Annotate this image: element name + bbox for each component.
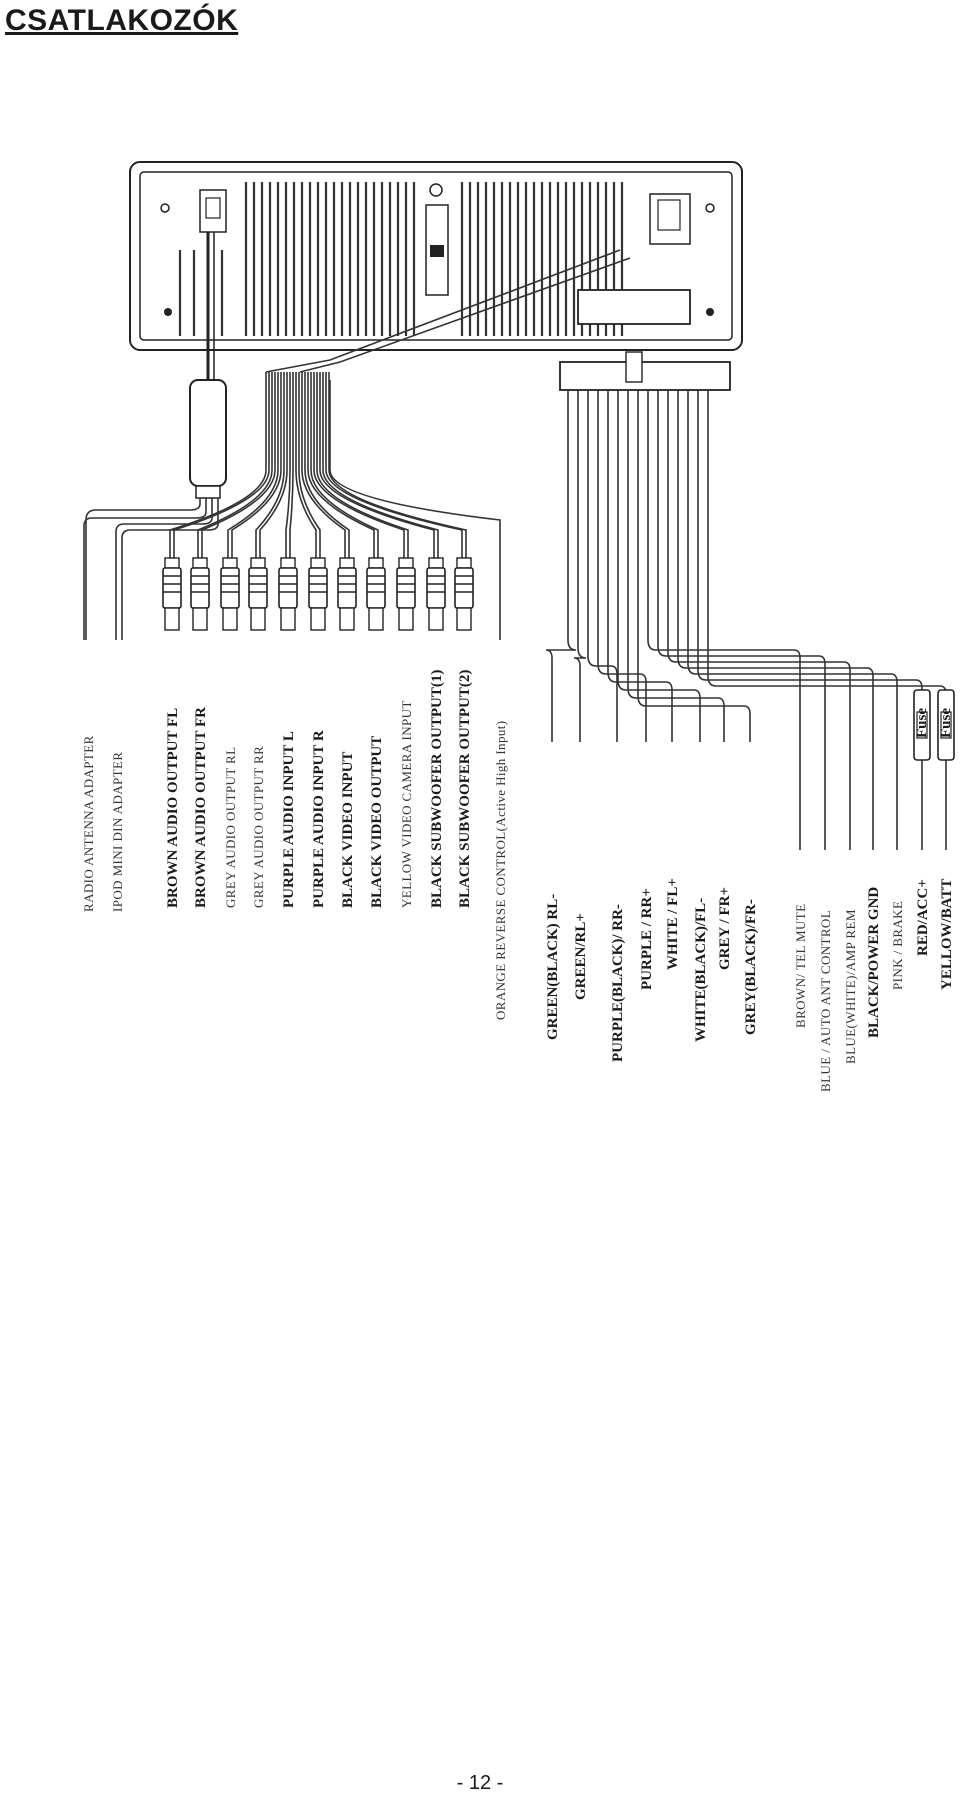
rca-plug bbox=[249, 558, 267, 630]
rca-plug bbox=[191, 558, 209, 630]
rca-label: BROWN AUDIO OUTPUT FR bbox=[193, 707, 209, 908]
page-title: CSATLAKOZÓK bbox=[5, 4, 239, 37]
fuse bbox=[938, 690, 954, 760]
rca-plug bbox=[455, 558, 473, 630]
iso-wire-labels bbox=[545, 878, 955, 1092]
rca-plug bbox=[427, 558, 445, 630]
rca-label: BLACK VIDEO OUTPUT bbox=[369, 735, 385, 908]
rca-plug bbox=[221, 558, 239, 630]
iso-wire-label: GREEN/RL+ bbox=[573, 913, 589, 1000]
iso-wire-label: WHITE(BLACK)/FL- bbox=[693, 897, 709, 1042]
rca-plug bbox=[367, 558, 385, 630]
iso-wire-label: GREEN(BLACK) RL- bbox=[545, 893, 561, 1040]
rca-label: BLACK VIDEO INPUT bbox=[340, 751, 356, 908]
rca-label: YELLOW VIDEO CAMERA INPUT bbox=[399, 700, 414, 908]
rca-label: BLACK SUBWOOFER OUTPUT(1) bbox=[429, 669, 445, 908]
iso-wire-label: PINK / BRAKE bbox=[890, 900, 905, 990]
rca-label: BROWN AUDIO OUTPUT FL bbox=[165, 707, 181, 908]
iso-wire-label: YELLOW/BATT bbox=[939, 878, 955, 990]
rca-label: BLACK SUBWOOFER OUTPUT(2) bbox=[457, 669, 473, 908]
rca-label: ORANGE REVERSE CONTROL(Active High Input) bbox=[493, 720, 508, 1020]
iso-wire-label: PURPLE / RR+ bbox=[639, 888, 655, 990]
rca-label: GREY AUDIO OUTPUT RL bbox=[223, 746, 238, 908]
iso-wire-label: GREY / FR+ bbox=[717, 887, 733, 970]
inline-fuses bbox=[914, 690, 954, 760]
head-unit-rear-panel bbox=[130, 162, 742, 350]
rca-label: GREY AUDIO OUTPUT RR bbox=[251, 745, 266, 908]
fuse-label: Fuse bbox=[914, 708, 930, 738]
rca-label: PURPLE AUDIO INPUT L bbox=[281, 731, 297, 908]
iso-wire-label: GREY(BLACK)/FR- bbox=[743, 899, 759, 1035]
rca-plug bbox=[279, 558, 297, 630]
rca-plug bbox=[309, 558, 327, 630]
iso-wire-label: BROWN/ TEL MUTE bbox=[793, 903, 808, 1028]
fuse-label: Fuse bbox=[938, 708, 954, 738]
rca-label: PURPLE AUDIO INPUT R bbox=[311, 730, 327, 908]
page-number: - 12 - bbox=[456, 1772, 504, 1794]
iso-wire-label: RED/ACC+ bbox=[915, 879, 931, 956]
rca-label: RADIO ANTENNA ADAPTER bbox=[81, 735, 96, 912]
rca-plug bbox=[338, 558, 356, 630]
iso-wire-label: BLUE(WHITE)/AMP REM bbox=[843, 909, 858, 1064]
iso-wire-label: PURPLE(BLACK)/ RR- bbox=[610, 904, 626, 1062]
rca-label: IPOD MINI DIN ADAPTER bbox=[110, 751, 125, 912]
rca-plug bbox=[397, 558, 415, 630]
rca-plugs bbox=[163, 558, 473, 630]
rca-labels bbox=[81, 670, 508, 1020]
harness-collar bbox=[560, 362, 730, 390]
iso-wire-label: BLACK/POWER GND bbox=[866, 886, 882, 1038]
iso-wire-label: WHITE / FL+ bbox=[665, 878, 681, 970]
iso-wire-label: BLUE / AUTO ANT CONTROL bbox=[818, 909, 833, 1092]
rca-plug bbox=[163, 558, 181, 630]
fuse bbox=[914, 690, 930, 760]
